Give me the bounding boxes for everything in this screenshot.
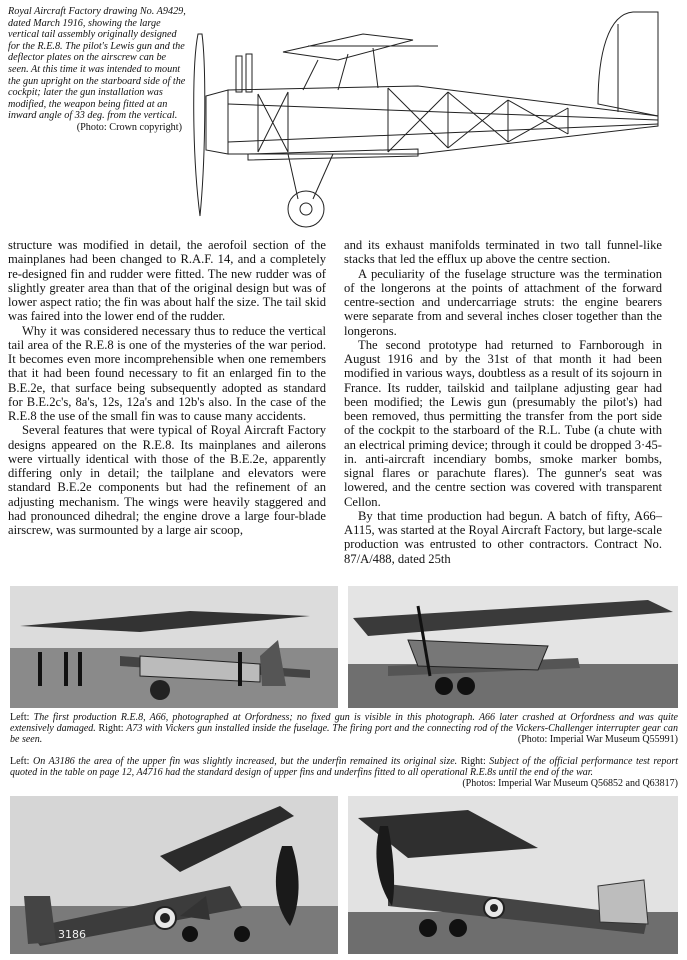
left-paragraph: Why it was considered necessary thus to reduce the vertical tail area of the R.E.8 is one of the mysteries of the war period. It becomes even more incomprehensible when one remembers that it had been found necessary to fit an enlarged fin to the B.E.2e, that surface being subsequently adopted as standard for B.E.2c's, 8a's, 12s, 12a's and 12b's also. In the case of the R.E.8 the use of the small fin was to cause many accidents.: [8, 323, 326, 423]
right-column: [344, 238, 662, 566]
caption-2-right-label: Right:: [460, 756, 490, 767]
drawing-caption-credit: (Photo: Crown copyright): [76, 121, 182, 133]
engine-cowling: [206, 90, 228, 154]
caption-1-left-text: The first production R.E.8, A66, photographed at Orfordness; no fixed gun is visible in this photograph. A66 later crashed at Orfordness and was quite extensively damaged.: [10, 712, 678, 735]
caption-1-right-label: Right:: [98, 723, 127, 735]
left-paragraph: Several features that were typical of Royal Aircraft Factory designs appeared on the R.E.8. Its mainplanes and ailerons were virtually identical with those of the B.E.2e, apparently differing only in detail; the tailplane and elevators were standard B.E.2e components but had the refinement of an adjusting mechanism. The wings were heavily staggered and had pronounced dihedral; the engine drove a large four-blade airscrew, was surmounted by a large air scoop,: [8, 423, 326, 537]
caption-2-right-text: Subject of the official performance test report quoted in the table on page 12, A4716 had the standard design of upper fins and underfins fitted to all operational R.E.8s until the end of the war.: [10, 756, 679, 779]
wheel: [288, 191, 324, 227]
exhaust-stack: [236, 56, 242, 92]
photo-a3186: [10, 796, 338, 954]
caption-2-left-text: On A3186 the area of the upper fin was slightly increased, but the underfin remained its original size.: [33, 756, 461, 767]
caption-1-credit: (Photo: Imperial War Museum Q55991): [517, 734, 678, 746]
left-column: [8, 238, 326, 537]
caption-photos-2: [10, 756, 678, 790]
right-paragraph: A peculiarity of the fuselage structure was the termination of the longerons at the points of attachment of the forward centre-section and undercarriage struts: the engine bearers were separate from and several inches closer together than the longerons.: [344, 266, 662, 338]
caption-2-left-label: Left:: [10, 756, 33, 767]
fuselage: [228, 86, 658, 154]
upper-wing: [283, 34, 413, 60]
aircraft-drawing: [188, 4, 682, 232]
right-paragraph: and its exhaust manifolds terminated in two tall funnel-like stacks that led the efflux up above the centre section.: [344, 238, 662, 267]
caption-photos-1: [10, 712, 678, 746]
caption-1-right-text: A73 with Vickers gun installed inside the fuselage. The firing port and the connecting rod of the Vickers-Challenger interrupter gear can be seen.: [10, 723, 678, 746]
propeller-blade: [194, 34, 205, 216]
tail-fin: [598, 12, 658, 116]
drawing-caption-text: Royal Aircraft Factory drawing No. A9429, dated March 1916, showing the large vertical tail assembly originally designed for the R.E.8. The pilot's Lewis gun and the deflector plates on the airscrew can be seen. At this time it was intended to mount the gun upright on the starboard side of the cockpit; later the gun installation was modified, the weapon being fitted at an inward angle of 33 deg. from the vertical.: [8, 6, 186, 122]
right-paragraph: By that time production had begun. A batch of fifty, A66–A115, was started at the Royal Aircraft Factory, but large-scale production was entrusted to other contractors. Contract No. 87/A/488, dated 25th: [344, 508, 662, 566]
left-paragraph: structure was modified in detail, the aerofoil section of the mainplanes had been changed to R.A.F. 14, and a completely re-designed fin and rudder were fitted. The new rudder was of slightly greater area than that of the original design but was of lower aspect ratio; the fin was about half the size. The tail skid was faired into the lower end of the rudder.: [8, 238, 326, 324]
drawing-caption: [8, 6, 188, 134]
aircraft-serial: 3186: [58, 928, 86, 941]
caption-1-left-label: Left:: [10, 712, 34, 723]
photo-a4716: [348, 796, 678, 954]
photo-a73: [348, 586, 678, 708]
photo-a66: [10, 586, 338, 708]
right-paragraph: The second prototype had returned to Farnborough in August 1916 and by the 31st of that month it had been modified in various ways, doubtless as a result of its sojourn in France. Its rudder, tailskid and tailplane adjusting gear had been modified; the Lewis gun (presumably the pilot's) had been removed, thus permitting the transfer from the port side of the cockpit to the starboard of the R.L. Tube (a chute with an electrical priming device; through it could be dropped 3·45-in. anti-aircraft incendiary bombs, smoke marker bombs, signal flares or parachute flares). The gunner's seat was lowered, and the centre section was covered with transparent Cellon.: [344, 337, 662, 509]
caption-2-credit: (Photos: Imperial War Museum Q56852 and Q63817): [462, 778, 678, 790]
